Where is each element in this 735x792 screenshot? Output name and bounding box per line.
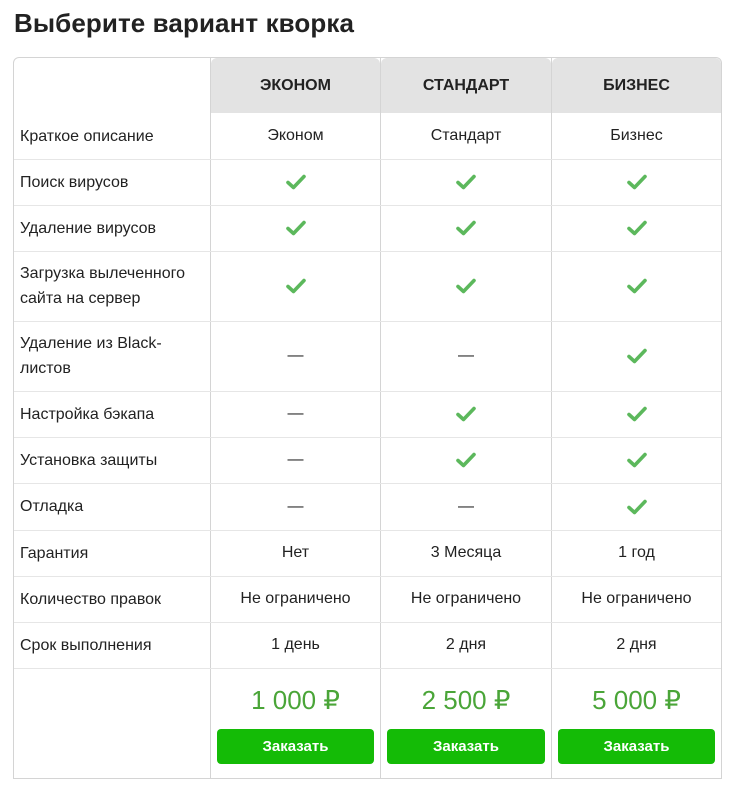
package-price: 5 000 ₽ [592,684,681,715]
feature-row [14,113,721,159]
row-divider [14,668,721,669]
feature-value [211,321,380,391]
feature-value-text: Бизнес [610,127,663,144]
feature-value-text: 1 день [271,636,320,653]
feature-value-text: 1 год [618,544,655,561]
checkmark-icon [627,278,647,294]
checkmark-icon [456,452,476,468]
package-header-3: БИЗНЕС [552,58,721,113]
feature-value-text: Не ограничено [410,590,522,607]
feature-value [211,113,380,159]
feature-value-text: Нет [281,544,310,561]
order-button[interactable]: Заказать [217,729,374,764]
feature-value-text: Эконом [267,127,324,144]
checkmark-icon [286,174,306,190]
not-included-dash: — [287,451,304,468]
not-included-dash: — [458,497,474,515]
feature-label: Краткое описание [20,127,154,145]
feature-row [14,622,721,668]
feature-row [14,251,721,321]
checkmark-icon [456,278,476,294]
feature-value [381,530,551,576]
feature-value [211,251,380,321]
feature-row [14,437,721,483]
not-included-dash: — [287,497,304,515]
feature-label: Удаление из Black-листов [20,335,162,377]
not-included-dash: — [458,347,474,364]
not-included-dash: — [287,347,304,364]
feature-value [381,483,551,530]
checkmark-icon [627,220,647,236]
checkmark-icon [456,406,476,422]
checkmark-icon [456,220,476,236]
feature-value [211,437,380,483]
feature-value [381,113,551,159]
feature-value [552,483,721,530]
checkmark-icon [627,406,647,422]
feature-value [381,391,551,437]
feature-value [552,251,721,321]
feature-value [211,159,380,205]
not-included-dash: — [287,405,304,422]
feature-value-text: Стандарт [430,127,502,144]
feature-value [211,576,380,622]
feature-value-text: Не ограничено [240,590,351,607]
checkmark-icon [456,174,476,190]
checkmark-icon [627,348,647,364]
feature-label: Отладка [20,498,84,515]
package-comparison-table [13,57,722,779]
feature-value [381,437,551,483]
package-price: 1 000 ₽ [251,684,340,715]
feature-value [211,205,380,251]
feature-value [552,321,721,391]
feature-value [381,576,551,622]
feature-value [381,251,551,321]
feature-value [552,205,721,251]
feature-row [14,483,721,530]
feature-row [14,205,721,251]
package-header-1: ЭКОНОМ [211,58,380,113]
feature-value [381,321,551,391]
page-title: Выберите вариант кворка [14,8,355,38]
checkmark-icon [286,278,306,294]
feature-label: Установка защиты [20,451,158,469]
feature-value [552,159,721,205]
feature-row [14,530,721,576]
feature-value [552,576,721,622]
checkmark-icon [627,452,647,468]
order-button[interactable]: Заказать [387,729,545,764]
checkmark-icon [627,499,647,515]
feature-value [552,113,721,159]
feature-row [14,321,721,391]
feature-label: Настройка бэкапа [20,405,155,423]
feature-value [211,391,380,437]
feature-label: Количество правок [20,590,162,608]
feature-value [552,391,721,437]
feature-value-text: Не ограничено [581,590,692,607]
feature-value-text: 2 дня [445,636,487,653]
feature-label: Гарантия [20,544,89,562]
checkmark-icon [627,174,647,190]
feature-value-text: 2 дня [616,636,657,653]
feature-value [381,622,551,668]
feature-value [552,622,721,668]
feature-label: Удаление вирусов [20,219,157,237]
feature-value [211,622,380,668]
feature-value [552,530,721,576]
feature-value-text: 3 Месяца [430,544,502,561]
feature-value [381,205,551,251]
feature-value [381,159,551,205]
checkmark-icon [286,220,306,236]
feature-label: Срок выполнения [20,636,152,654]
feature-label: Поиск вирусов [20,173,129,191]
package-price: 2 500 ₽ [421,684,511,715]
order-button[interactable]: Заказать [558,729,715,764]
feature-label: Загрузка вылеченного сайта на сервер [20,265,186,307]
feature-value [552,437,721,483]
feature-row [14,576,721,622]
feature-row [14,159,721,205]
feature-value [211,530,380,576]
feature-value [211,483,380,530]
feature-row [14,391,721,437]
package-header-2: СТАНДАРТ [381,58,551,113]
